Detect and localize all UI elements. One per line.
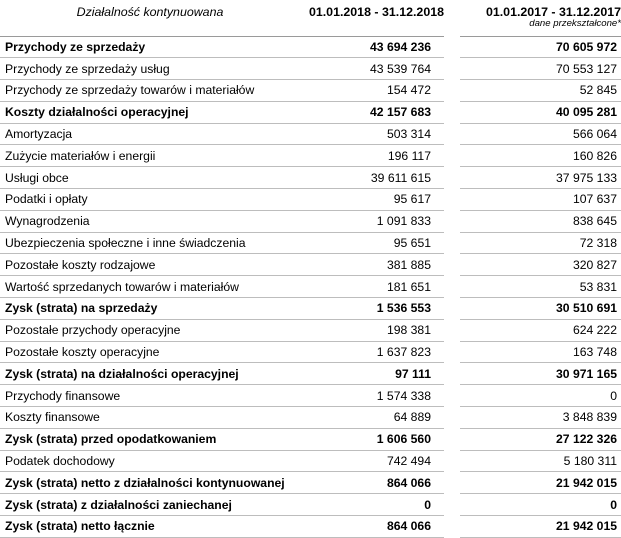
header-restated-note: dane przekształcone* bbox=[529, 18, 621, 29]
row-label: Zysk (strata) na działalności operacyjnej bbox=[0, 363, 300, 385]
row-value-2018: 42 157 683 bbox=[300, 101, 444, 123]
table-header-row bbox=[0, 0, 621, 36]
table-row bbox=[0, 363, 621, 385]
row-value-2017: 30 971 165 bbox=[460, 363, 621, 385]
table-body bbox=[0, 36, 621, 537]
row-value-2018: 43 694 236 bbox=[300, 36, 444, 58]
header-period-2018: 01.01.2018 - 31.12.2018 bbox=[308, 5, 444, 19]
row-value-2018: 1 606 560 bbox=[300, 428, 444, 450]
row-value-2018: 64 889 bbox=[300, 407, 444, 429]
row-value-2017: 566 064 bbox=[460, 123, 621, 145]
row-label: Koszty działalności operacyjnej bbox=[0, 101, 300, 123]
row-value-2017: 72 318 bbox=[460, 232, 621, 254]
row-gap bbox=[444, 363, 460, 385]
row-gap bbox=[444, 472, 460, 494]
row-value-2018: 503 314 bbox=[300, 123, 444, 145]
row-label: Zysk (strata) na sprzedaży bbox=[0, 298, 300, 320]
row-gap bbox=[444, 516, 460, 538]
row-gap bbox=[444, 494, 460, 516]
row-label: Pozostałe koszty rodzajowe bbox=[0, 254, 300, 276]
row-value-2017: 838 645 bbox=[460, 210, 621, 232]
table-row bbox=[0, 516, 621, 538]
row-value-2017: 0 bbox=[460, 494, 621, 516]
table-row bbox=[0, 341, 621, 363]
row-label: Wynagrodzenia bbox=[0, 210, 300, 232]
row-gap bbox=[444, 385, 460, 407]
row-value-2017: 37 975 133 bbox=[460, 167, 621, 189]
row-gap bbox=[444, 276, 460, 298]
header-label: Działalność kontynuowana bbox=[76, 5, 224, 19]
row-label: Przychody ze sprzedaży towarów i materiałów bbox=[0, 80, 300, 102]
row-value-2018: 43 539 764 bbox=[300, 58, 444, 80]
table-row bbox=[0, 385, 621, 407]
row-gap bbox=[444, 298, 460, 320]
row-gap bbox=[444, 210, 460, 232]
table-row bbox=[0, 36, 621, 58]
row-value-2018: 39 611 615 bbox=[300, 167, 444, 189]
row-label: Zysk (strata) przed opodatkowaniem bbox=[0, 428, 300, 450]
header-period-2017-label: 01.01.2017 - 31.12.2017 bbox=[485, 5, 621, 19]
row-gap bbox=[444, 254, 460, 276]
table-row bbox=[0, 210, 621, 232]
row-value-2018: 181 651 bbox=[300, 276, 444, 298]
row-label: Koszty finansowe bbox=[0, 407, 300, 429]
row-value-2017: 30 510 691 bbox=[460, 298, 621, 320]
row-value-2017: 27 122 326 bbox=[460, 428, 621, 450]
table-row bbox=[0, 58, 621, 80]
row-value-2017: 5 180 311 bbox=[460, 450, 621, 472]
row-value-2017: 70 553 127 bbox=[460, 58, 621, 80]
row-gap bbox=[444, 232, 460, 254]
row-value-2018: 1 536 553 bbox=[300, 298, 444, 320]
row-gap bbox=[444, 450, 460, 472]
table-row bbox=[0, 428, 621, 450]
row-value-2018: 95 651 bbox=[300, 232, 444, 254]
row-label: Podatki i opłaty bbox=[0, 189, 300, 211]
row-value-2017: 320 827 bbox=[460, 254, 621, 276]
table-row bbox=[0, 123, 621, 145]
row-value-2017: 160 826 bbox=[460, 145, 621, 167]
row-gap bbox=[444, 36, 460, 58]
table-row bbox=[0, 450, 621, 472]
row-label: Pozostałe przychody operacyjne bbox=[0, 319, 300, 341]
row-label: Usługi obce bbox=[0, 167, 300, 189]
row-label: Przychody ze sprzedaży bbox=[0, 36, 300, 58]
row-gap bbox=[444, 428, 460, 450]
row-gap bbox=[444, 189, 460, 211]
row-value-2017: 21 942 015 bbox=[460, 472, 621, 494]
row-value-2018: 0 bbox=[300, 494, 444, 516]
row-value-2018: 95 617 bbox=[300, 189, 444, 211]
row-label: Ubezpieczenia społeczne i inne świadczenia bbox=[0, 232, 300, 254]
table-row bbox=[0, 276, 621, 298]
row-value-2018: 1 637 823 bbox=[300, 341, 444, 363]
row-gap bbox=[444, 123, 460, 145]
row-value-2018: 198 381 bbox=[300, 319, 444, 341]
row-value-2018: 196 117 bbox=[300, 145, 444, 167]
row-gap bbox=[444, 407, 460, 429]
row-label: Przychody ze sprzedaży usług bbox=[0, 58, 300, 80]
row-gap bbox=[444, 101, 460, 123]
row-value-2018: 742 494 bbox=[300, 450, 444, 472]
table-row bbox=[0, 254, 621, 276]
row-label: Zużycie materiałów i energii bbox=[0, 145, 300, 167]
row-value-2017: 107 637 bbox=[460, 189, 621, 211]
table-row bbox=[0, 232, 621, 254]
row-label: Wartość sprzedanych towarów i materiałów bbox=[0, 276, 300, 298]
row-value-2018: 381 885 bbox=[300, 254, 444, 276]
row-value-2017: 53 831 bbox=[460, 276, 621, 298]
table-row bbox=[0, 494, 621, 516]
table-row bbox=[0, 167, 621, 189]
table-row bbox=[0, 145, 621, 167]
row-label: Pozostałe koszty operacyjne bbox=[0, 341, 300, 363]
header-period-2017 bbox=[460, 0, 621, 36]
table-row bbox=[0, 472, 621, 494]
row-value-2017: 624 222 bbox=[460, 319, 621, 341]
table-row bbox=[0, 189, 621, 211]
row-gap bbox=[444, 319, 460, 341]
table-row bbox=[0, 80, 621, 102]
row-label: Amortyzacja bbox=[0, 123, 300, 145]
row-label: Zysk (strata) netto łącznie bbox=[0, 516, 300, 538]
row-value-2017: 70 605 972 bbox=[460, 36, 621, 58]
row-value-2018: 1 091 833 bbox=[300, 210, 444, 232]
row-value-2017: 40 095 281 bbox=[460, 101, 621, 123]
row-gap bbox=[444, 341, 460, 363]
row-gap bbox=[444, 145, 460, 167]
table-row bbox=[0, 101, 621, 123]
row-gap bbox=[444, 80, 460, 102]
row-value-2018: 864 066 bbox=[300, 472, 444, 494]
row-gap bbox=[444, 167, 460, 189]
table-row bbox=[0, 298, 621, 320]
row-value-2018: 97 111 bbox=[300, 363, 444, 385]
row-label: Podatek dochodowy bbox=[0, 450, 300, 472]
row-value-2017: 52 845 bbox=[460, 80, 621, 102]
row-label: Zysk (strata) z działalności zaniechanej bbox=[0, 494, 300, 516]
row-value-2018: 154 472 bbox=[300, 80, 444, 102]
row-label: Zysk (strata) netto z działalności kontynuowanej bbox=[0, 472, 300, 494]
table-row bbox=[0, 407, 621, 429]
row-value-2017: 0 bbox=[460, 385, 621, 407]
row-gap bbox=[444, 58, 460, 80]
row-value-2018: 1 574 338 bbox=[300, 385, 444, 407]
row-value-2017: 3 848 839 bbox=[460, 407, 621, 429]
row-value-2017: 163 748 bbox=[460, 341, 621, 363]
row-value-2018: 864 066 bbox=[300, 516, 444, 538]
row-label: Przychody finansowe bbox=[0, 385, 300, 407]
table-row bbox=[0, 319, 621, 341]
row-value-2017: 21 942 015 bbox=[460, 516, 621, 538]
header-gap bbox=[444, 0, 460, 36]
